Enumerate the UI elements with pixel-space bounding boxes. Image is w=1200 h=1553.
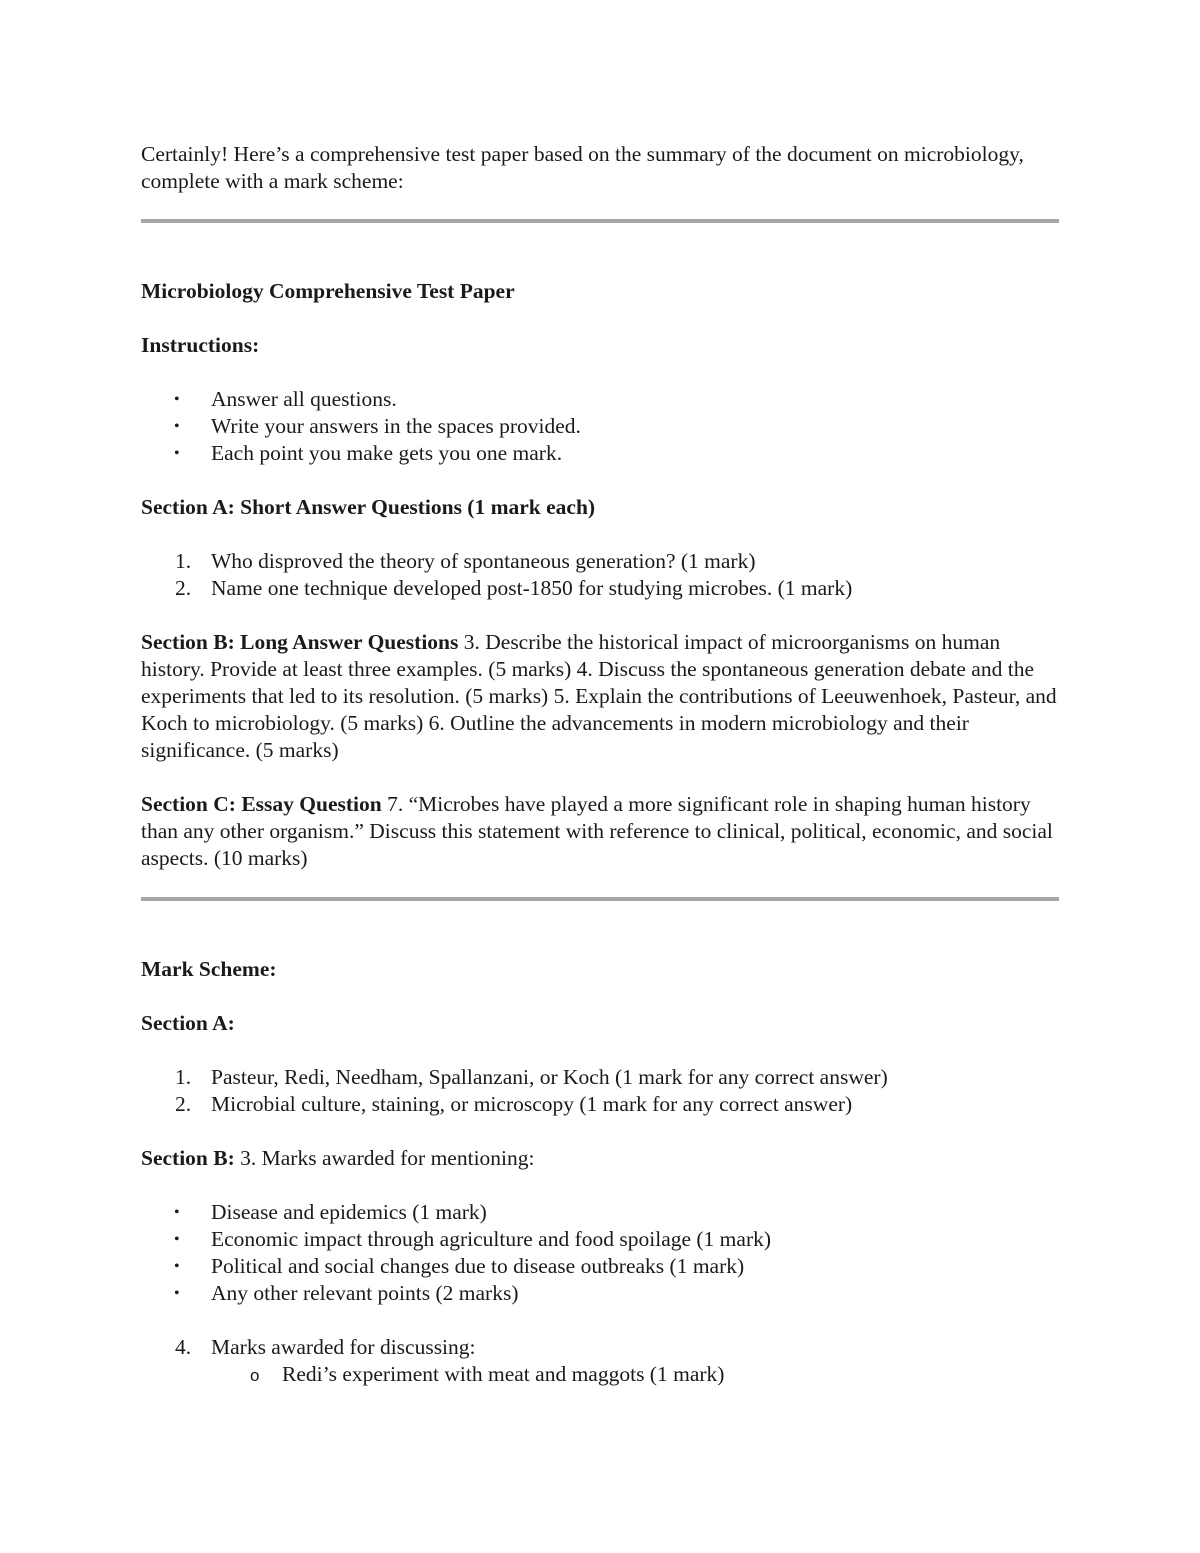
question-4-points: [141, 1361, 1059, 1388]
answer-item: 4. Marks awarded for discussing:: [175, 1335, 476, 1359]
question-4-list: [141, 1334, 1059, 1361]
question-item: 1. Who disproved the theory of spontaneous generation? (1 mark): [175, 549, 756, 573]
mark-scheme-heading: Mark Scheme:: [141, 957, 277, 981]
bullet-icon: •: [174, 1285, 180, 1302]
sub-list-item: o Redi’s experiment with meat and maggots (1 mark): [141, 1361, 1059, 1388]
list-item: • Write your answers in the spaces provided.: [174, 414, 581, 438]
paper-title: Microbiology Comprehensive Test Paper: [141, 279, 515, 303]
circle-bullet-icon: o: [250, 1366, 260, 1385]
section-c-paragraph: Section C: Essay Question 7. “Microbes have played a more significant role in shaping human history than any other organism.” Discuss this statement with reference to clinical, political, economic, and social aspects. (10 marks): [141, 792, 1053, 870]
answer-item: 1. Pasteur, Redi, Needham, Spallanzani, or Koch (1 mark for any correct answer): [175, 1065, 888, 1089]
section-a-questions: [141, 548, 1059, 602]
list-item: • Any other relevant points (2 marks): [174, 1281, 519, 1305]
answer-item: 2. Microbial culture, staining, or microscopy (1 mark for any correct answer): [175, 1092, 853, 1116]
section-b-points: [141, 1199, 1059, 1307]
bullet-icon: •: [174, 445, 180, 462]
horizontal-rule-middle: [141, 897, 1059, 901]
section-c-heading: Section C: Essay Question: [141, 792, 382, 816]
bullet-icon: •: [174, 1258, 180, 1275]
horizontal-rule-top: [141, 219, 1059, 223]
document-page: [141, 141, 1059, 1388]
intro-paragraph: Certainly! Here’s a comprehensive test paper based on the summary of the document on microbiology, complete with a mark scheme:: [141, 142, 1024, 193]
list-item: • Disease and epidemics (1 mark): [174, 1200, 487, 1224]
bullet-icon: •: [174, 1204, 180, 1221]
instructions-heading: Instructions:: [141, 333, 260, 357]
bullet-icon: •: [174, 418, 180, 435]
mark-scheme-section-a-heading: Section A:: [141, 1011, 235, 1035]
section-b-heading: Section B: Long Answer Questions: [141, 630, 459, 654]
instructions-list: [141, 386, 1059, 467]
mark-scheme-section-b: Section B: 3. Marks awarded for mentioning:: [141, 1146, 535, 1170]
mark-scheme-section-b-heading: Section B:: [141, 1146, 235, 1170]
bullet-icon: •: [174, 391, 180, 408]
question-item: 2. Name one technique developed post-1850 for studying microbes. (1 mark): [175, 576, 853, 600]
section-a-heading: Section A: Short Answer Questions (1 mark each): [141, 495, 596, 519]
list-item: • Answer all questions.: [174, 387, 397, 411]
bullet-icon: •: [174, 1231, 180, 1248]
list-item: • Political and social changes due to disease outbreaks (1 mark): [174, 1254, 745, 1278]
section-a-answers: [141, 1064, 1059, 1118]
section-b-paragraph: Section B: Long Answer Questions 3. Describe the historical impact of microorganisms on human history. Provide at least three examples. (5 marks) 4. Discuss the spontaneous generation debate and the experiments that led to its resolution. (5 marks) 5. Explain the contributions of Leeuwenhoek, Pasteur, and Koch to microbiology. (5 marks) 6. Outline the advancements in modern microbiology and their significance. (5 marks): [141, 630, 1057, 762]
list-item: • Economic impact through agriculture and food spoilage (1 mark): [174, 1227, 772, 1251]
list-item: • Each point you make gets you one mark.: [174, 441, 563, 465]
